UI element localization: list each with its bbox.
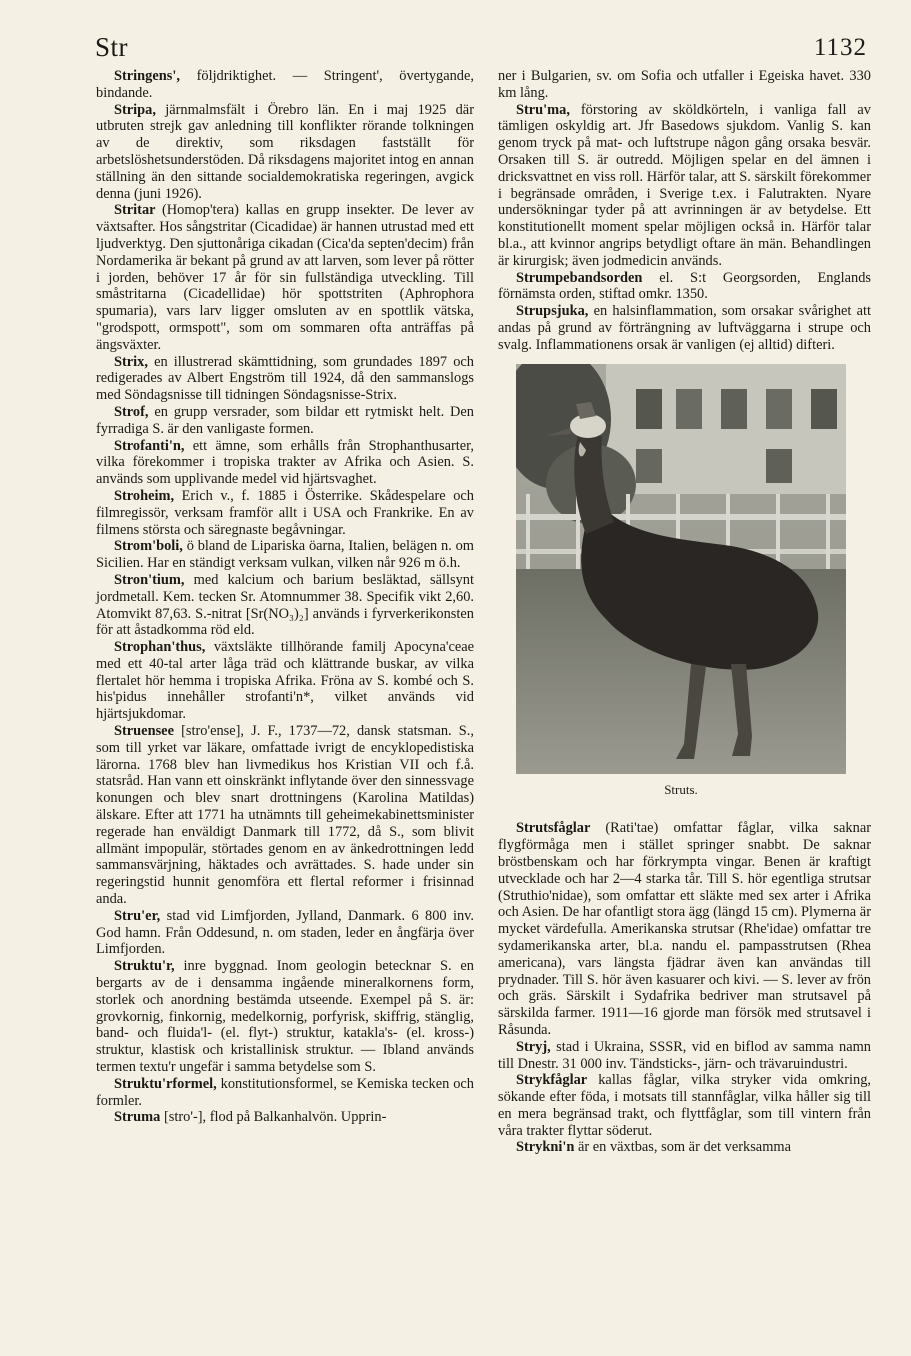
entry-text: kallas fåglar, vilka stryker vida omkring, sökande efter föda, i motsats till stannfåglar, vilka håller sig till en mera begränsad trakt, och flyttfåglar, som till vintern från våra trakter flyttar söderut. — [498, 1072, 871, 1139]
entry-text: stad i Ukraina, SSSR, vid en biflod av samma namn till Dnestr. 31 000 inv. Tändsticks-, järn- och trävaruindustri. — [498, 1038, 871, 1072]
entry-headword: Struktu'r, — [114, 958, 184, 975]
entry-headword: Struktu'rformel, — [114, 1075, 221, 1092]
entry-text: stad vid Limfjorden, Jylland, Danmark. 6 800 inv. God hamn. Från Oddesund, n. om staden, leder en ångfärja över Limfjorden. — [96, 907, 474, 958]
dictionary-entry — [96, 723, 474, 908]
entry-headword: Strutsfåglar — [516, 820, 606, 837]
entry-text: Erich v., f. 1885 i Österrike. Skådespelare och filmregissör, verksam framför allt i USA och Frankrike. En av filmens största och säregnaste begåvningar. — [96, 487, 474, 538]
entry-text: (Rati'tae) omfattar fåglar, vilka saknar flygförmåga men i stället springer snabbt. De saknar bröstbenskam och har förkrympta vingar. Benen är kraftigt utvecklade och har 2—4 starka tår. Till S. hör egentliga strutsar (Struthio'nidae), som omfattar ett släkte med sex arter i Afrika och Asien. De har ofantligt stora ägg (längd 15 cm). Plymerna är mycket värdefulla. Amerikanska strutsar (Rhe'idae) omfattar tre sydamerikanska arter, bl.a. nandu el. pampasstrutsen (Rhea americana), vars längsta fjädrar även kan användas till prydnader. Till S. hör även kasuarer och kivi. — S. lever av frön och gräs. Särskilt i Sydafrika bedriver man strutsavel på särskilda farmer. 1911—16 gjorde man försök med strutsavel i Råsunda. — [498, 820, 871, 1038]
entry-text: följdriktighet. — Stringent', övertygande, bindande. — [96, 68, 474, 101]
entry-text: en halsinflammation, som orsakar svårighet att andas på grund av förträngning av luftväggarna i strupe och svalg. Inflammationens orsak är vanligen (ej alltid) difteri. — [498, 303, 871, 353]
entry-headword: Stripa, — [114, 101, 166, 118]
dictionary-entry — [96, 202, 474, 353]
entry-headword: Strupsjuka, — [516, 303, 594, 320]
figure — [516, 364, 846, 799]
right-column — [498, 68, 871, 1156]
entry-text: ett ämne, som erhålls från Strophanthusarter, vilka förekommer i tropiska trakter av Afrika och Asien. S. används som upplivande medel vid hjärtsvaghet. — [96, 437, 474, 488]
dictionary-entry — [96, 639, 474, 723]
entry-text: med kalcium och barium besläktad, sällsynt jordmetall. Kem. tecken Sr. Atomnummer 38. Specifik vikt 2,60. Atomvikt 87,63. S.-nitrat [Sr(NO₃)₂] används i fyrverkerikonsten för att åstadkomma röd eld. — [96, 571, 474, 639]
entry-text: en illustrerad skämttidning, som grundades 1897 och redigerades av Albert Engström till 1924, då den sammanslogs med Söndagsnisse till tidningen Söndagsnisse-Strix. — [96, 353, 475, 404]
entry-headword: Strykfåglar — [516, 1072, 599, 1089]
entry-headword: Strumpebandsorden — [516, 269, 660, 286]
entry-text: järnmalmsfält i Örebro län. En i maj 1925 där utbruten strejk gav anledning till konflikter rörande tolkningen av de direktiv, som riksdagen fastställt för arbetslöshetsunderstöden. Då riksdagens majoritet intog en annan ställning än den sittande socialdemokratiska regeringen, avgick denna (juni 1926). — [96, 101, 474, 202]
page-header — [0, 0, 911, 70]
dictionary-entry — [498, 1039, 871, 1073]
dictionary-entry — [96, 538, 474, 572]
entry-text: en grupp versrader, som bildar ett rytmiskt helt. Den fyrradiga S. är den vanligaste formen. — [96, 403, 474, 437]
entry-headword: Strof, — [114, 403, 155, 420]
dictionary-entry — [498, 1072, 871, 1139]
entry-headword: Strofanti'n, — [114, 437, 193, 454]
entry-text: växtsläkte tillhörande familj Apocyna'ceae med ett 40-tal arter låga träd och klättrande buskar, av vilka flertalet hör hemma i tropiska Afrika. Fröna av S. kombé och S. his'pidus innehåller strofanti'n*, vilket används vid hjärtsjukdomar. — [96, 639, 474, 723]
left-column — [96, 68, 474, 1126]
entry-text: (Homop'tera) kallas en grupp insekter. De lever av växtsafter. Hos sångstritar (Cicadidae) är hannen utrustad med ett ljudverktyg. Den sjuttonåriga cikadan (Cica'da septen'decim) från Nordamerika är bekant på grund av att larven, som lever på rötter i jorden, behöver 17 år för sin fullständiga utveckling. Till småstritarna (Cicadellidae) hör spottstriten (Aphrophora spumaria), vars larv ligger omsluten av en spottlik vätska, "grodspott, ormspott", som om sommaren ofta anträffas på ängsväxter. — [96, 202, 475, 353]
entry-text: inre byggnad. Inom geologin betecknar S. en bergarts av de i densamma ingående mineralkornens form, storlek och anordning bestämda utseende. Exempel på S. är: grovkornig, finkornig, medelkornig, porfyrisk, skiffrig, stänglig, band- och fluida'l- (el. flyt-) struktur, katakla's- (el. kross-) struktur, klastisk och kristallinisk struktur. — Ibland används termen textu'r ungefär i samma betydelse som S. — [96, 958, 474, 1076]
running-head: Str — [95, 32, 129, 62]
dictionary-entry — [96, 488, 474, 538]
entry-headword: Stringens', — [114, 68, 197, 84]
entry-headword: Strix, — [114, 353, 155, 370]
dictionary-entry — [96, 908, 474, 958]
entry-text: [stro'-], flod på Balkanhalvön. Upprin- — [163, 1109, 387, 1126]
figure-caption: Struts. — [664, 781, 698, 797]
dictionary-entry — [498, 303, 871, 353]
dictionary-entry — [96, 404, 474, 438]
page-number: 1132 — [813, 34, 867, 61]
dictionary-entry — [96, 958, 474, 1076]
entry-headword: Stryj, — [516, 1038, 557, 1055]
dictionary-entry — [96, 354, 474, 404]
entry-headword: Stroheim, — [114, 487, 182, 504]
entry-headword: Stritar — [114, 202, 162, 219]
entry-headword: Struensee — [114, 723, 182, 740]
entry-text: ner i Bulgarien, sv. om Sofia och utfaller i Egeiska havet. 330 km lång. — [498, 68, 871, 101]
entry-headword: Stron'tium, — [114, 571, 194, 588]
entry-text: ö bland de Lipariska öarna, Italien, belägen n. om Sicilien. Har en ständigt verksam vulkan, vilken når 926 m ö.h. — [96, 538, 474, 572]
entry-headword: Stru'ma, — [516, 101, 581, 118]
entry-text: el. S:t Georgsorden, Englands förnämsta orden, stiftad omkr. 1350. — [498, 269, 872, 303]
dictionary-entry — [96, 438, 474, 488]
entry-headword: Stru'er, — [114, 907, 167, 924]
dictionary-entry — [498, 270, 871, 304]
entry-text: konstitutionsformel, se Kemiska tecken och formler. — [96, 1075, 474, 1109]
entry-text: är en växtbas, som är det verksamma — [577, 1139, 791, 1156]
entry-headword: Strykni'n — [516, 1139, 578, 1156]
dictionary-entry — [96, 68, 474, 102]
entry-headword: Strophan'thus, — [114, 639, 214, 656]
dictionary-entry — [498, 102, 871, 270]
entry-text: [stro'ense], J. F., 1737—72, dansk statsman. S., som till yrket var läkare, omfattade ivrigt de encyklopedistiska lärorna. 1768 blev han livmedikus hos Kristian VII och f.å. statsråd. Han vann ett oinskränkt inflytande över den sinnessvage konungen och blev snart drottningens (Karolina Matildas) älskare. Efter att 1771 ha utnämnts till geheimekabinettsminister regerade han enväldigt Danmark till 1772, då S., som blivit allmänt impopulär, störtades genom en av änkedrottningen ledd sammansvärjning, häktades och avrättades. S. hade under sin regeringstid hunnit genomföra ett flertal reformer i frisinnad anda. — [96, 723, 474, 908]
dictionary-entry — [96, 1076, 474, 1110]
entry-text: förstoring av sköldkörteln, i vanliga fall av tämligen oskyldig art. Jfr Basedows sjukdom. Vanlig S. kan genom tryck på mat- och luftstrupe någon gång orsaka besvär. Orsaken till S. är outredd. Möjligen spelar en del ämnen i dricksvattnet en viss roll. Härför talar, att S. särskilt förekommer i begränsade områden, i Sverige t.ex. i Falutrakten. Nyare undersökningar tyder på att avrinningen är av betydelse. Ett konstitutionellt moment spelar möjligen också in. Härför talar bl.a., att kvinnor angrips betydligt oftare än män. Behandlingen är kirurgisk; även jodmedicin används. — [498, 101, 871, 269]
entry-headword: Struma — [114, 1109, 164, 1126]
cassowary-photo — [516, 364, 846, 774]
dictionary-entry — [498, 1139, 871, 1156]
dictionary-entry — [96, 572, 474, 639]
dictionary-entry-continuation — [498, 68, 871, 102]
dictionary-entry — [96, 1109, 474, 1126]
dictionary-entry — [498, 820, 871, 1038]
entry-headword: Strom'boli, — [114, 538, 187, 555]
dictionary-entry — [96, 102, 474, 203]
